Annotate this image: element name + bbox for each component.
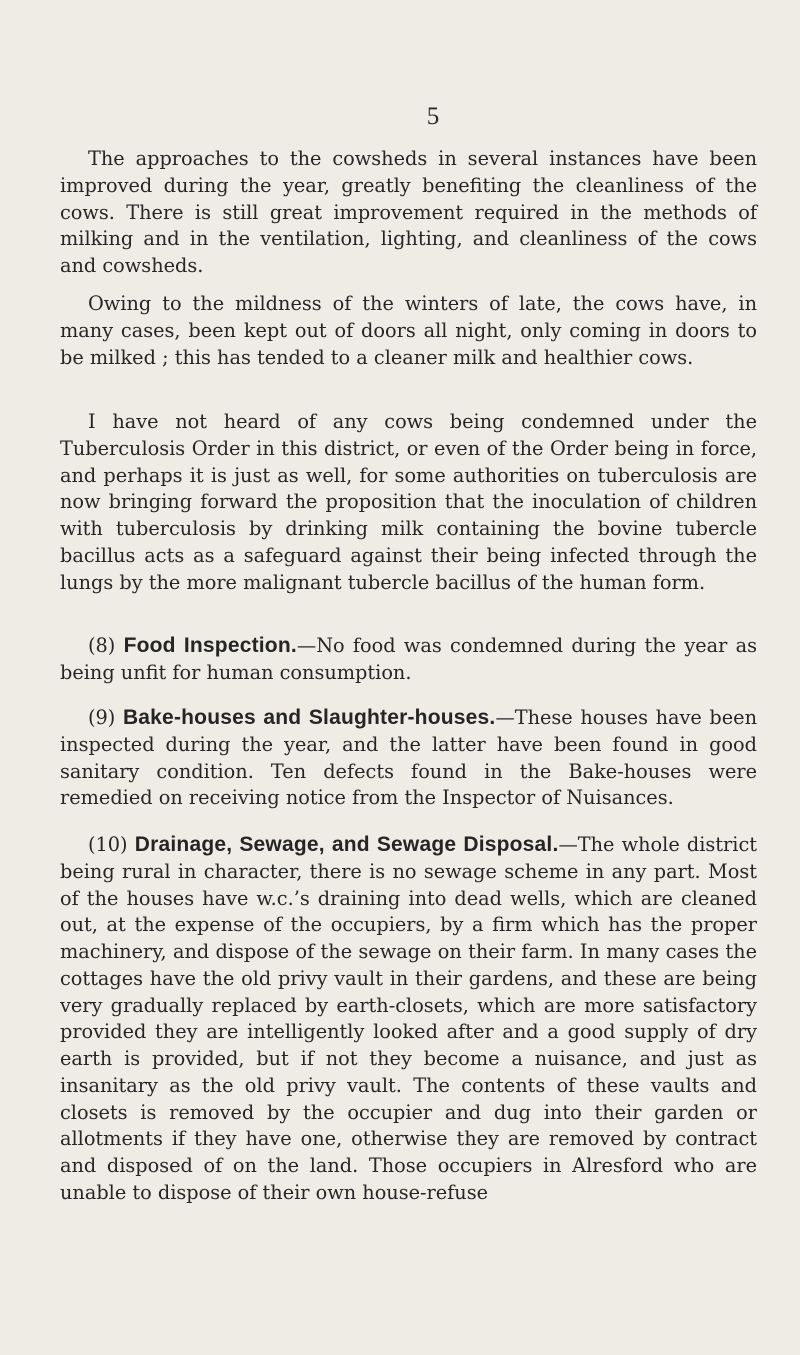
paragraph-winters: Owing to the mildness of the winters of late, the cows have, in many cases, been kept out of doors all night, only coming in doors to be milked ; this has tended to a cleaner milk and healthier cows. [60,292,757,369]
body-text-block [60,146,757,280]
body-text-block [60,409,757,596]
section-number: (9) [88,706,116,729]
section-body-food: —No food was condemned during the year as being unfit for human consumption. [60,634,757,684]
body-text-block [60,633,757,687]
section-bakehouses [60,705,757,812]
section-drainage [60,832,757,1207]
section-heading-food-inspection: Food Inspection. [123,634,297,657]
section-number: (10) [88,833,128,856]
body-text-block [60,705,757,812]
body-text-block [60,291,757,371]
paragraph-tuberculosis: I have not heard of any cows being condemned under the Tuberculosis Order in this district, or even of the Order being in force, and perhaps it is just as well, for some authorities on tuberculosis are now bringing forward the proposition that the inoculation of children with tuberculosis by drinking milk containing the bovine tubercle bacillus acts as a safeguard against their being infected through the lungs by the more malignant tubercle bacillus of the human form. [60,410,757,594]
section-body-drainage: —The whole district being rural in character, there is no sewage scheme in any part. Most of the houses have w.c.’s draining into dead wells, which are cleaned out, at the expense of the occupiers, by a firm which has the proper machinery, and dispose of the sewage on their farm. In many cases the cottages have the old privy vault in their gardens, and these are being very gradually replaced by earth-closets, which are more satisfactory provided they are intelligently looked after and a good supply of dry earth is provided, but if not they become a nuisance, and just as insanitary as the old privy vault. The contents of these vaults and closets is removed by the occupier and dug into their garden or allotments if they have one, otherwise they are removed by contract and disposed of on the land. Those occupiers in Alresford who are unable to dispose of their own house-refuse [60,833,757,1204]
section-number: (8) [88,634,116,657]
section-heading-drainage: Drainage, Sewage, and Sewage Disposal. [134,833,559,856]
paragraph-cowsheds: The approaches to the cowsheds in several instances have been improved during the year, greatly benefiting the cleanliness of the cows. There is still great improvement required in the methods of milking and in the ventilation, lighting, and cleanliness of the cows and cowsheds. [60,147,757,277]
section-food [60,633,757,687]
page-number: 5 [426,103,440,130]
body-text-block [60,832,757,1207]
section-heading-bakehouses: Bake-houses and Slaughter-houses. [122,706,496,729]
section-body-bakehouses: —These houses have been inspected during the year, and the latter have been found in good sanitary condition. Ten defects found in the Bake-houses were remedied on receiving notice from the Inspector of Nuisances. [60,706,757,810]
